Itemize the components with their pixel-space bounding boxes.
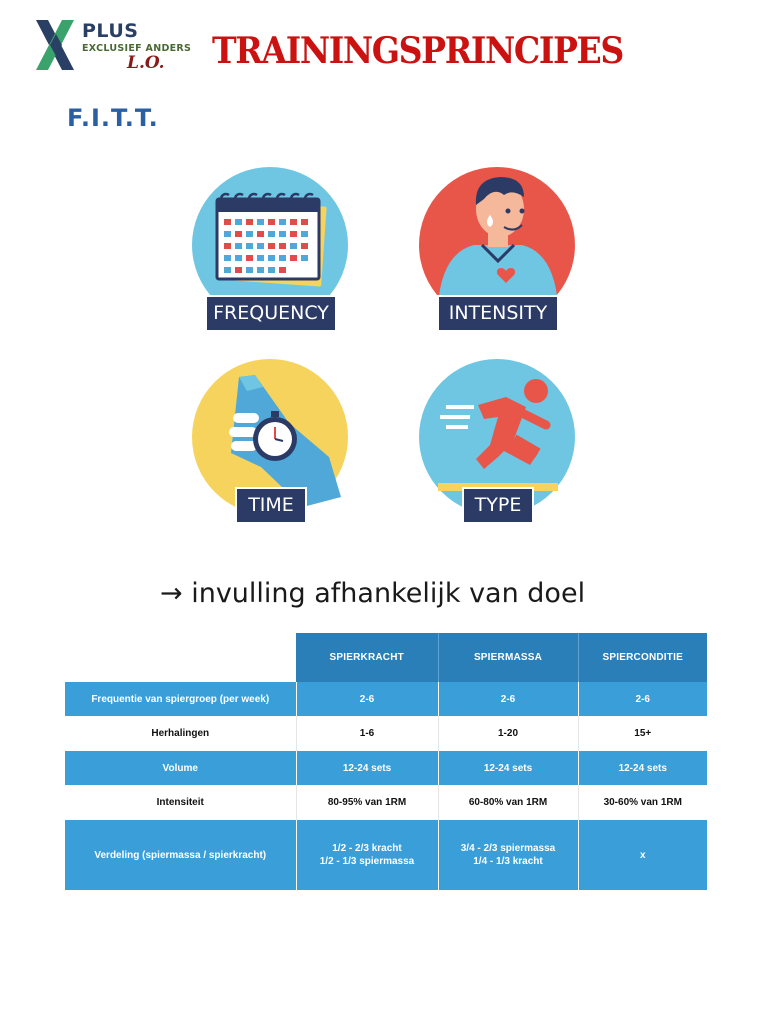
training-table [65,633,707,890]
header-spierkracht: SPIERKRACHT [296,633,438,682]
table-row [65,716,707,751]
table-row [65,751,707,785]
row-label: Volume [65,751,296,785]
row-label: Intensiteit [65,785,296,820]
table-cell: 2-6 [438,682,578,716]
table-cell: 1-20 [438,716,578,751]
header-spierconditie: SPIERCONDITIE [578,633,707,682]
header-spiermassa: SPIERMASSA [438,633,578,682]
row-label: Herhalingen [65,716,296,751]
logo-suffix: L.O. [127,53,165,73]
frequency-tile [191,165,351,330]
time-label: TIME [235,487,307,524]
subtitle: → invulling afhankelijk van doel [160,578,586,609]
cell-line: 3/4 - 2/3 spiermassa [460,843,556,854]
table-row [65,785,707,820]
table-cell: 1-6 [296,716,438,751]
header-blank [65,633,296,682]
page-title: TRAININGSPRINCIPES [212,30,623,72]
table-cell [578,820,707,890]
logo-brand: PLUS [82,20,139,42]
table-row [65,820,707,890]
type-label: TYPE [462,487,534,524]
table-cell: 2-6 [578,682,707,716]
table-cell: 2-6 [296,682,438,716]
cell-line: 1/4 - 1/3 kracht [473,856,543,867]
section-heading: F.I.T.T. [67,104,159,132]
time-tile [191,357,351,522]
table-cell: 12-24 sets [438,751,578,785]
table-cell: 12-24 sets [296,751,438,785]
intensity-label: INTENSITY [437,295,559,332]
logo [30,16,190,74]
intensity-tile [418,165,578,330]
table-cell: 15+ [578,716,707,751]
cell-line: 1/2 - 2/3 kracht [332,843,402,854]
type-tile [418,357,578,522]
table-cell: 12-24 sets [578,751,707,785]
table-cell [296,820,438,890]
x-logo-icon [30,16,80,74]
row-label: Verdeling (spiermassa / spierkracht) [65,820,296,890]
logo-tagline: EXCLUSIEF ANDERS [82,43,192,54]
table-cell [438,820,578,890]
row-label: Frequentie van spiergroep (per week) [65,682,296,716]
table-cell: 30-60% van 1RM [578,785,707,820]
table-row [65,682,707,716]
cell-line: x [639,849,646,861]
table-header-row [65,633,707,682]
cell-line: 1/2 - 1/3 spiermassa [319,856,415,867]
frequency-label: FREQUENCY [205,295,337,332]
table-cell: 60-80% van 1RM [438,785,578,820]
table-cell: 80-95% van 1RM [296,785,438,820]
